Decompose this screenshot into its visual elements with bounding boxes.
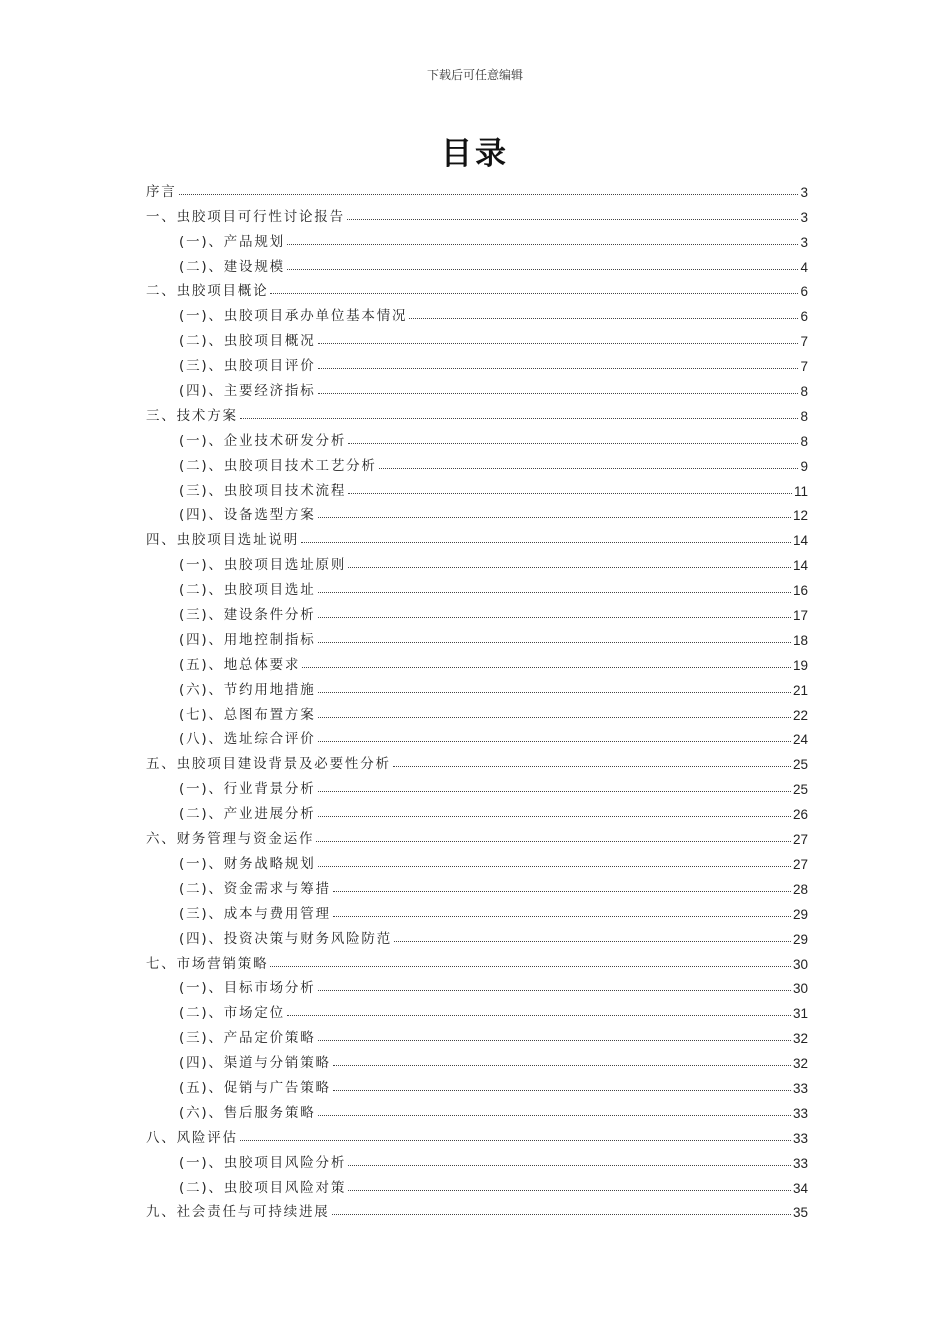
toc-entry-page: 8 — [800, 384, 808, 400]
toc-entry-page: 7 — [800, 334, 808, 350]
toc-dot-leader — [318, 691, 791, 693]
toc-entry-label: 九、社会责任与可持续进展 — [146, 1204, 330, 1221]
toc-entry[interactable] — [146, 996, 808, 1021]
toc-entry-label: (三)、建设条件分析 — [179, 607, 316, 624]
toc-dot-leader — [348, 566, 791, 568]
toc-entry-page: 9 — [800, 458, 808, 474]
toc-dot-leader — [333, 915, 791, 917]
toc-entry[interactable] — [146, 275, 808, 300]
toc-entry-page: 3 — [800, 234, 808, 250]
toc-entry[interactable] — [146, 374, 808, 399]
toc-entry[interactable] — [146, 1146, 808, 1171]
toc-dot-leader — [348, 1189, 791, 1191]
toc-entry[interactable] — [146, 1121, 808, 1146]
toc-entry-label: (一)、虫胶项目承办单位基本情况 — [179, 308, 408, 325]
toc-entry-label: (四)、用地控制指标 — [179, 631, 316, 648]
toc-dot-leader — [348, 1164, 791, 1166]
toc-entry-label: (三)、成本与费用管理 — [179, 905, 331, 922]
toc-dot-leader — [240, 417, 799, 419]
toc-entry[interactable] — [146, 772, 808, 797]
toc-dot-leader — [301, 541, 791, 543]
toc-entry-page: 14 — [792, 558, 808, 574]
toc-dot-leader — [348, 492, 792, 494]
toc-entry-page: 8 — [800, 408, 808, 424]
toc-entry[interactable] — [146, 623, 808, 648]
toc-entry[interactable] — [146, 1071, 808, 1096]
toc-entry-label: (二)、市场定位 — [179, 1005, 285, 1022]
toc-dot-leader — [379, 467, 799, 469]
toc-entry-page: 11 — [793, 483, 808, 499]
toc-entry[interactable] — [146, 499, 808, 524]
toc-entry[interactable] — [146, 424, 808, 449]
toc-entry-page: 29 — [792, 906, 808, 922]
toc-dot-leader — [393, 765, 791, 767]
toc-entry-label: 二、虫胶项目概论 — [146, 283, 269, 300]
toc-entry-label: (二)、建设规模 — [179, 258, 285, 275]
toc-entry-page: 6 — [800, 284, 808, 300]
toc-entry-page: 33 — [792, 1130, 808, 1146]
toc-entry-label: 七、市场营销策略 — [146, 955, 269, 972]
toc-entry[interactable] — [146, 573, 808, 598]
table-of-contents — [146, 175, 808, 1220]
toc-entry-label: (五)、地总体要求 — [179, 656, 301, 673]
toc-entry[interactable] — [146, 175, 808, 200]
toc-entry[interactable] — [146, 474, 808, 499]
toc-entry-page: 27 — [792, 856, 808, 872]
toc-entry-page: 26 — [792, 807, 808, 823]
toc-entry[interactable] — [146, 225, 808, 250]
toc-entry-label: (二)、资金需求与筹措 — [179, 880, 331, 897]
toc-entry-page: 30 — [792, 956, 808, 972]
toc-entry-label: (一)、行业背景分析 — [179, 781, 316, 798]
toc-dot-leader — [318, 1114, 791, 1116]
toc-entry-page: 32 — [792, 1056, 808, 1072]
toc-entry[interactable] — [146, 648, 808, 673]
toc-dot-leader — [318, 740, 791, 742]
toc-entry-label: 序言 — [146, 183, 177, 200]
toc-entry-label: (二)、虫胶项目选址 — [179, 582, 316, 599]
toc-dot-leader — [318, 641, 791, 643]
toc-entry-page: 29 — [792, 931, 808, 947]
toc-entry-label: (八)、选址综合评价 — [179, 731, 316, 748]
page-header: 下载后可任意编辑 — [426, 68, 523, 82]
toc-dot-leader — [316, 840, 791, 842]
toc-entry-label: (六)、节约用地措施 — [179, 681, 316, 698]
toc-entry-label: 八、风险评估 — [146, 1129, 238, 1146]
toc-entry[interactable] — [146, 797, 808, 822]
toc-entry-label: (二)、虫胶项目概况 — [179, 333, 316, 350]
toc-entry-page: 32 — [792, 1031, 808, 1047]
toc-entry[interactable] — [146, 872, 808, 897]
toc-entry-label: 五、虫胶项目建设背景及必要性分析 — [146, 756, 391, 773]
toc-entry-label: (一)、企业技术研发分析 — [179, 432, 347, 449]
toc-entry-page: 33 — [792, 1105, 808, 1121]
toc-entry-page: 34 — [792, 1180, 808, 1196]
toc-entry-label: (三)、产品定价策略 — [179, 1030, 316, 1047]
toc-dot-leader — [318, 790, 791, 792]
toc-entry[interactable] — [146, 972, 808, 997]
toc-dot-leader — [318, 342, 799, 344]
toc-dot-leader — [318, 591, 791, 593]
toc-entry[interactable] — [146, 747, 808, 772]
toc-entry-page: 35 — [792, 1205, 808, 1221]
toc-dot-leader — [270, 965, 791, 967]
toc-dot-leader — [318, 1039, 791, 1041]
toc-entry[interactable] — [146, 200, 808, 225]
toc-entry[interactable] — [146, 598, 808, 623]
toc-entry-page: 30 — [792, 981, 808, 997]
toc-entry-page: 21 — [792, 682, 808, 698]
toc-dot-leader — [318, 516, 791, 518]
toc-entry-label: (三)、虫胶项目技术流程 — [179, 482, 347, 499]
toc-entry[interactable] — [146, 822, 808, 847]
toc-dot-leader — [332, 1213, 791, 1215]
toc-entry-page: 33 — [792, 1155, 808, 1171]
toc-dot-leader — [409, 317, 798, 319]
toc-entry-page: 14 — [792, 533, 808, 549]
toc-dot-leader — [287, 268, 799, 270]
toc-entry[interactable] — [146, 250, 808, 275]
toc-dot-leader — [318, 392, 799, 394]
toc-dot-leader — [270, 292, 798, 294]
toc-dot-leader — [179, 193, 799, 195]
toc-entry-page: 28 — [792, 881, 808, 897]
toc-entry-label: (二)、虫胶项目技术工艺分析 — [179, 457, 377, 474]
toc-entry[interactable] — [146, 698, 808, 723]
toc-entry[interactable] — [146, 897, 808, 922]
toc-entry-label: (三)、虫胶项目评价 — [179, 358, 316, 375]
toc-entry[interactable] — [146, 847, 808, 872]
toc-entry[interactable] — [146, 349, 808, 374]
toc-dot-leader — [347, 218, 799, 220]
toc-entry-page: 24 — [792, 732, 808, 748]
toc-dot-leader — [318, 716, 791, 718]
toc-dot-leader — [333, 890, 791, 892]
toc-entry-page: 12 — [792, 508, 808, 524]
toc-entry-page: 4 — [800, 259, 808, 275]
toc-entry-page: 27 — [792, 832, 808, 848]
toc-entry-page: 6 — [800, 309, 808, 325]
toc-entry[interactable] — [146, 723, 808, 748]
toc-entry-page: 16 — [792, 583, 808, 599]
toc-entry[interactable] — [146, 449, 808, 474]
toc-entry[interactable] — [146, 523, 808, 548]
toc-entry-page: 3 — [800, 209, 808, 225]
toc-entry-label: (一)、目标市场分析 — [179, 980, 316, 997]
toc-entry-label: (四)、主要经济指标 — [179, 383, 316, 400]
toc-entry[interactable] — [146, 299, 808, 324]
toc-entry[interactable] — [146, 1096, 808, 1121]
toc-entry[interactable] — [146, 947, 808, 972]
toc-entry-page: 25 — [792, 782, 808, 798]
toc-entry-page: 22 — [792, 707, 808, 723]
toc-dot-leader — [394, 940, 791, 942]
toc-entry-page: 19 — [792, 657, 808, 673]
toc-entry-label: (二)、虫胶项目风险对策 — [179, 1179, 347, 1196]
toc-entry-page: 31 — [792, 1006, 808, 1022]
toc-entry[interactable] — [146, 1196, 808, 1221]
toc-entry-label: 一、虫胶项目可行性讨论报告 — [146, 208, 345, 225]
toc-entry[interactable] — [146, 1021, 808, 1046]
toc-dot-leader — [318, 989, 791, 991]
toc-entry-label: (四)、设备选型方案 — [179, 507, 316, 524]
toc-entry-page: 7 — [800, 359, 808, 375]
toc-dot-leader — [348, 442, 798, 444]
toc-entry-label: 六、财务管理与资金运作 — [146, 831, 315, 848]
toc-dot-leader — [287, 1014, 791, 1016]
toc-entry[interactable] — [146, 1046, 808, 1071]
toc-entry[interactable] — [146, 1171, 808, 1196]
toc-entry-page: 25 — [792, 757, 808, 773]
toc-dot-leader — [318, 616, 791, 618]
toc-entry-label: (一)、产品规划 — [179, 233, 285, 250]
toc-dot-leader — [318, 367, 799, 369]
toc-entry-label: (六)、售后服务策略 — [179, 1104, 316, 1121]
toc-entry-label: (四)、投资决策与财务风险防范 — [179, 930, 393, 947]
toc-entry-page: 3 — [800, 184, 808, 200]
toc-entry-label: 三、技术方案 — [146, 407, 238, 424]
toc-dot-leader — [318, 865, 791, 867]
toc-entry-page: 18 — [792, 632, 808, 648]
toc-entry-label: (一)、虫胶项目选址原则 — [179, 557, 347, 574]
toc-entry-page: 17 — [792, 608, 808, 624]
toc-entry-label: 四、虫胶项目选址说明 — [146, 532, 299, 549]
toc-entry-page: 33 — [792, 1080, 808, 1096]
toc-dot-leader — [333, 1089, 791, 1091]
toc-dot-leader — [302, 666, 791, 668]
toc-dot-leader — [240, 1139, 791, 1141]
toc-dot-leader — [318, 815, 791, 817]
toc-entry-page: 8 — [800, 433, 808, 449]
toc-entry-label: (一)、财务战略规划 — [179, 855, 316, 872]
toc-entry[interactable] — [146, 673, 808, 698]
page-title: 目录 — [441, 136, 509, 172]
toc-entry[interactable] — [146, 922, 808, 947]
toc-entry[interactable] — [146, 399, 808, 424]
toc-entry[interactable] — [146, 548, 808, 573]
toc-entry-label: (二)、产业进展分析 — [179, 806, 316, 823]
toc-entry[interactable] — [146, 324, 808, 349]
toc-entry-label: (五)、促销与广告策略 — [179, 1079, 331, 1096]
toc-dot-leader — [333, 1064, 791, 1066]
toc-entry-label: (四)、渠道与分销策略 — [179, 1055, 331, 1072]
toc-dot-leader — [287, 243, 799, 245]
toc-entry-label: (七)、总图布置方案 — [179, 706, 316, 723]
toc-entry-label: (一)、虫胶项目风险分析 — [179, 1154, 347, 1171]
